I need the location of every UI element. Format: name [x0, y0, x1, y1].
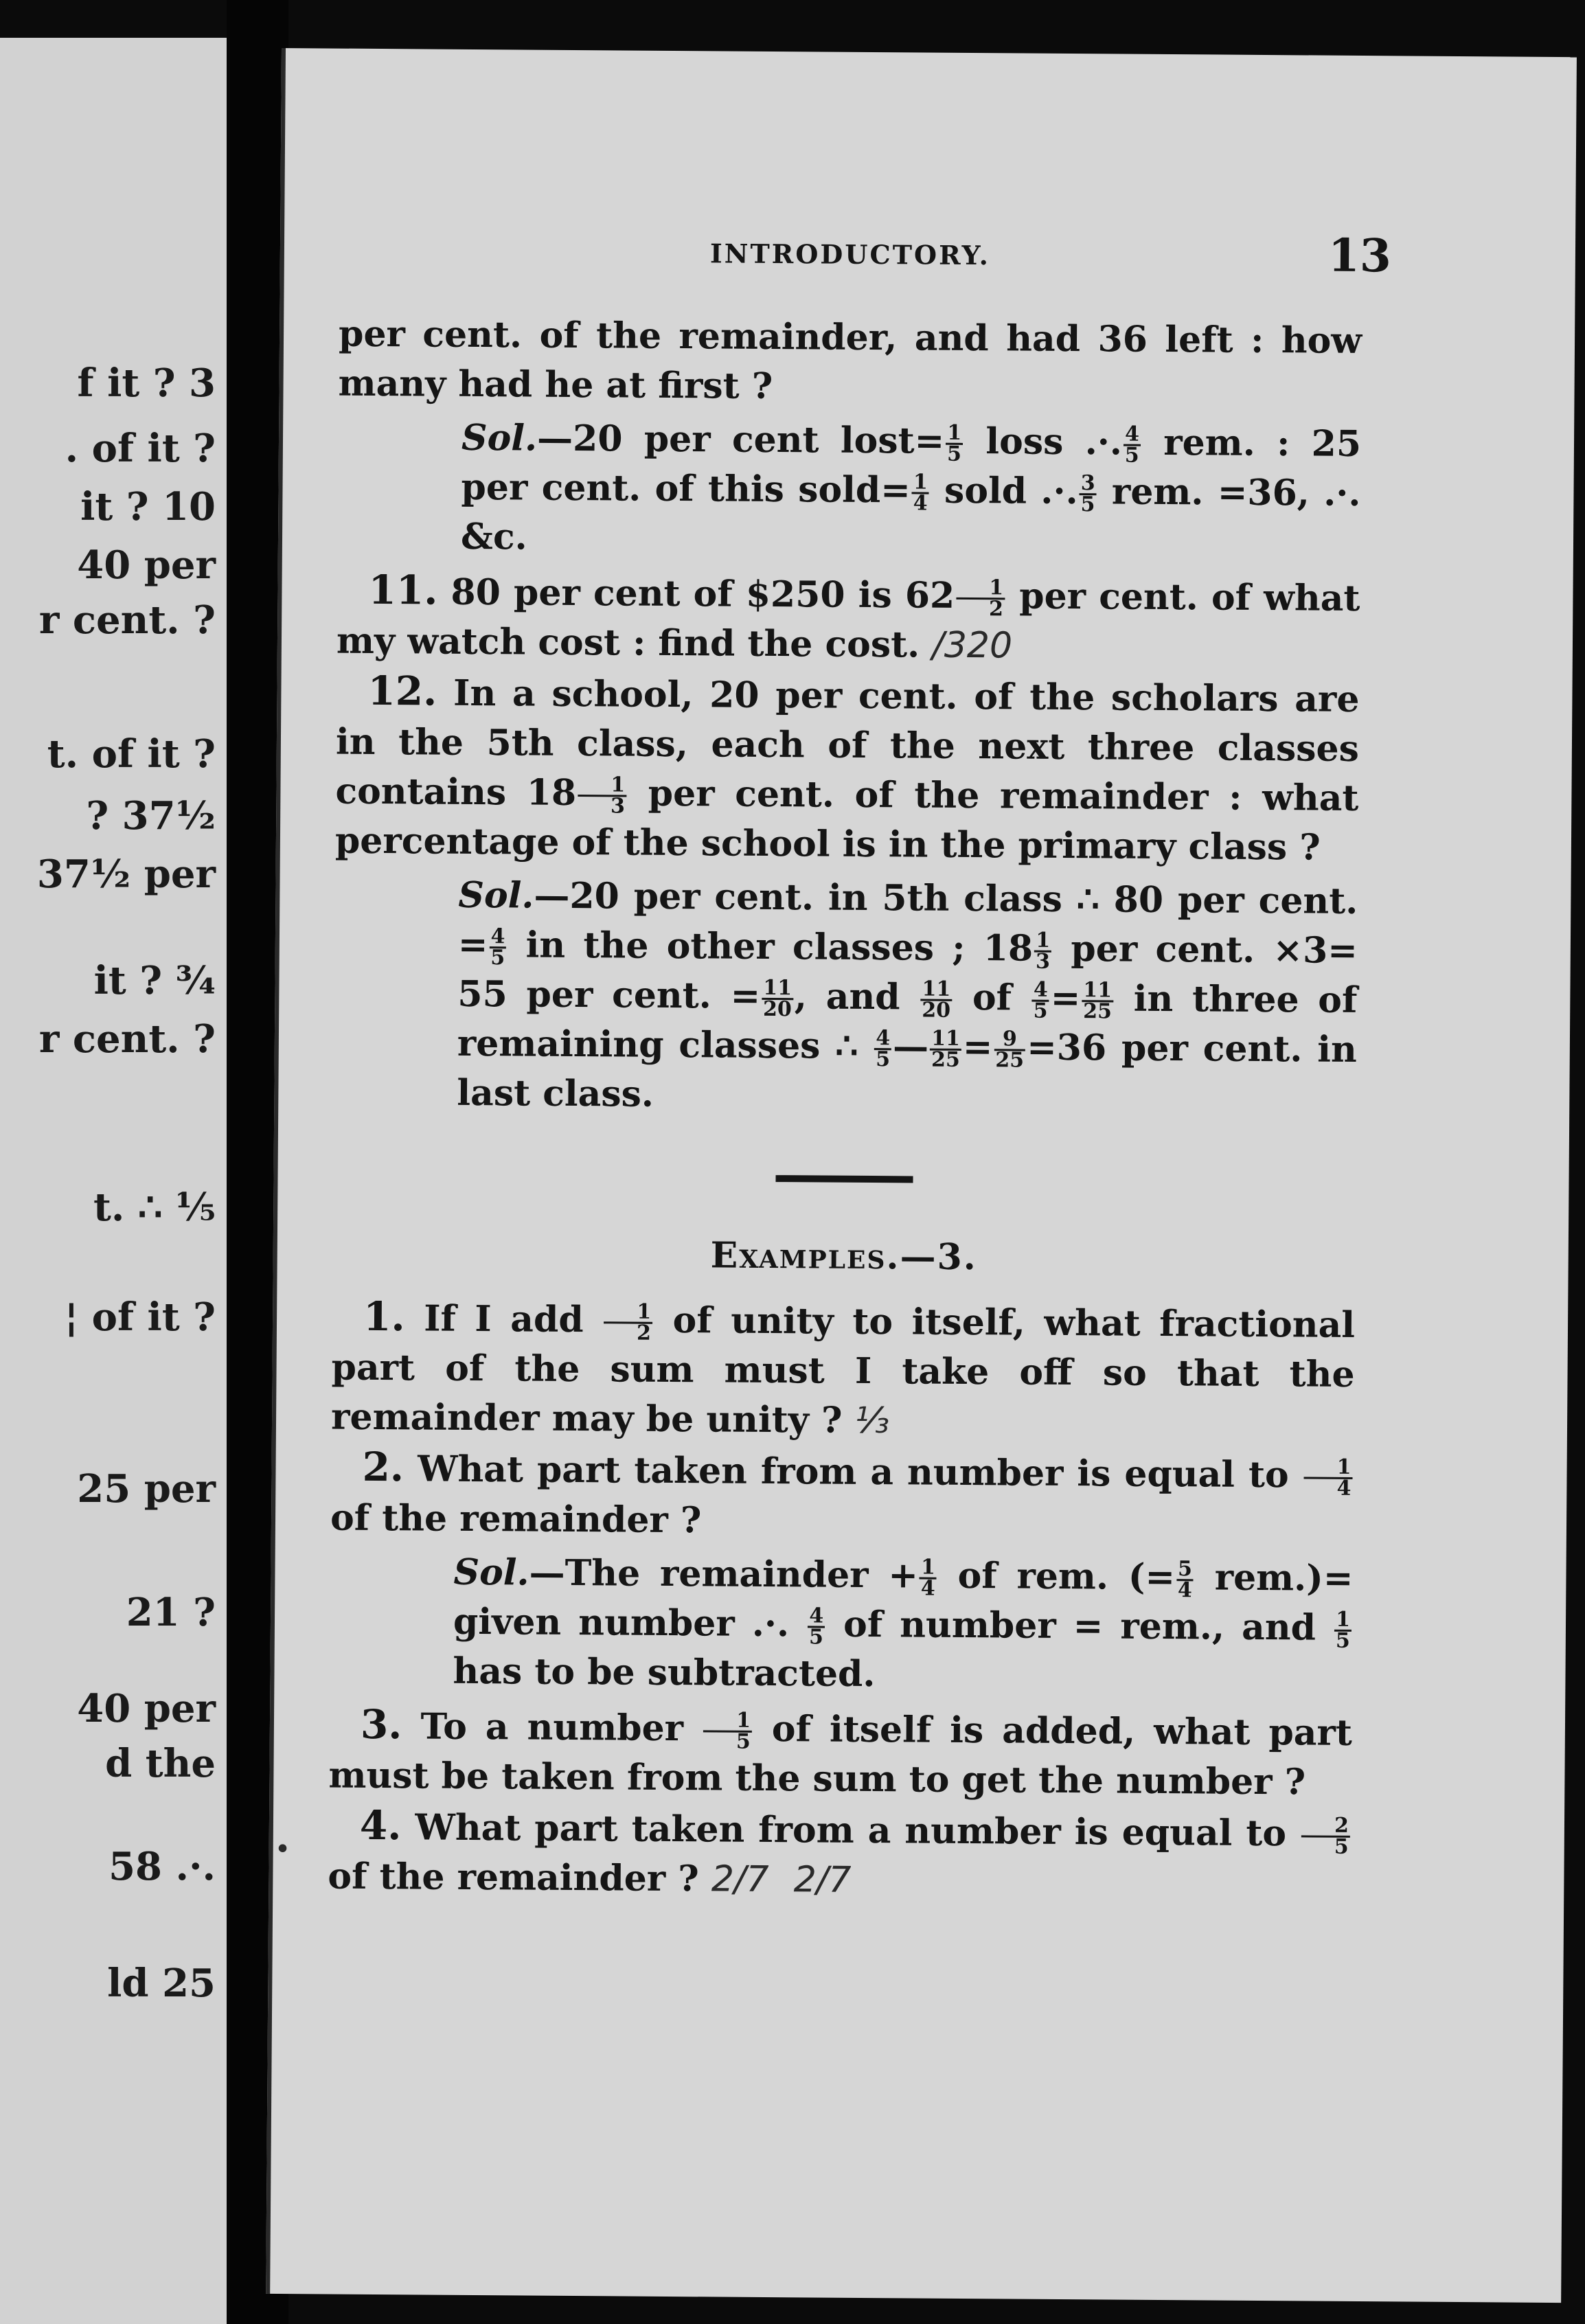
example-text: of the remainder ? [328, 1855, 699, 1900]
fraction: $\frac{4}{5}$ [490, 924, 505, 970]
question-number: 12. [367, 667, 437, 715]
handwritten-answer: /320 [932, 624, 1013, 667]
question-text: In a school, 20 per cent. of the scholars are in the 5th class, each of the next three classes contains 18 [335, 672, 1360, 814]
examples-heading: Examples.—3. [710, 1234, 978, 1279]
sol-text: = [962, 1025, 993, 1069]
left-line: ld 25 [107, 1961, 216, 2006]
fraction: $\frac{1}{5}$ [703, 1711, 752, 1751]
fraction: $\frac{3}{5}$ [1080, 471, 1095, 517]
fraction: $\frac{5}{4}$ [1177, 1557, 1193, 1603]
example-2 [330, 1442, 1354, 1550]
sol-text: sold .·. [930, 469, 1078, 513]
left-line: 37½ per [36, 852, 216, 897]
fraction: $\frac{11}{20}$ [762, 975, 792, 1022]
running-header: INTRODUCTORY. [709, 238, 991, 271]
example-text: of unity to itself, what fractional part of the sum must I take off so that the remainder may be unity ? [330, 1299, 1356, 1442]
sol-text: rem. =36, .·. &c. [460, 470, 1361, 558]
left-line: t. ∴ ⅕ [93, 1185, 216, 1230]
example-number: 1. [363, 1292, 405, 1341]
sol-text: of [953, 976, 1031, 1019]
example-text: If I add [423, 1297, 603, 1341]
left-line: 40 per [77, 543, 216, 588]
question-12 [335, 666, 1360, 873]
left-line: it ? ¾ [93, 958, 216, 1003]
fraction: $\frac{4}{5}$ [808, 1604, 824, 1650]
left-line: it ? 10 [80, 484, 216, 529]
fraction: $\frac{1}{2}$ [604, 1302, 652, 1343]
left-line: r cent. ? [38, 1016, 216, 1062]
sol-text: of number = rem., and [825, 1603, 1334, 1649]
left-line: . of it ? [65, 426, 216, 471]
left-line: 21 ? [126, 1590, 216, 1635]
example-number: 2. [362, 1443, 404, 1491]
example-number: 3. [360, 1700, 402, 1748]
handwritten-answer: 2/7 [711, 1858, 769, 1901]
fraction: $\frac{1}{5}$ [1335, 1607, 1351, 1653]
continuation-paragraph: per cent. of the remainder, and had 36 left : how many had he at first ? [338, 312, 1362, 408]
sol-text: = [1050, 977, 1081, 1020]
sol-text: loss .·. [963, 420, 1123, 464]
ink-dot: • [274, 1833, 291, 1866]
sol-text: =36 per cent. in last class. [457, 1026, 1358, 1115]
example-4 [328, 1801, 1352, 1909]
left-line: 40 per [77, 1686, 216, 1731]
fraction: $\frac{1}{3}$ [1035, 928, 1051, 974]
left-line: 58 .·. [109, 1844, 216, 1889]
fraction: $\frac{11}{25}$ [1083, 978, 1113, 1024]
question-text: per cent. of the remainder : what percentage of the school is in the primary class ? [334, 772, 1359, 869]
right-page [266, 48, 1577, 2303]
fraction: $\frac{1}{4}$ [920, 1555, 936, 1601]
sol-text: has to be subtracted. [453, 1650, 876, 1696]
sol-text: —20 per cent lost= [536, 417, 945, 462]
sol-label: Sol. [458, 874, 534, 917]
section-divider [775, 1175, 913, 1183]
question-text: 80 per cent of $250 is 62 [451, 571, 955, 617]
handwritten-answer: ⅓ [854, 1400, 890, 1442]
sol-text: —20 per cent. in 5th class ∴ 80 per cent. = [457, 874, 1358, 966]
solution-block [457, 871, 1358, 1124]
sol-text: of rem. (= [937, 1554, 1176, 1599]
handwritten-answer: 2/7 [793, 1859, 852, 1901]
sol-text: rem. : 25 per cent. of this sold= [461, 421, 1362, 512]
sol-label: Sol. [453, 1551, 529, 1594]
left-line: d the [105, 1741, 216, 1786]
example-text: What part taken from a number is equal to [417, 1448, 1303, 1496]
page-number: 13 [1327, 228, 1392, 283]
left-line: t. of it ? [47, 731, 216, 777]
question-number: 11. [368, 566, 438, 614]
fraction: $\frac{1}{2}$ [956, 578, 1005, 619]
solution-block [453, 1548, 1353, 1702]
sol-text: —The remainder + [529, 1551, 919, 1597]
example-3 [328, 1700, 1352, 1808]
example-text: To a number [420, 1705, 703, 1750]
fraction: $\frac{1}{3}$ [578, 775, 626, 816]
left-line: 25 per [77, 1466, 216, 1512]
fraction: $\frac{9}{25}$ [994, 1029, 1025, 1070]
fraction: $\frac{4}{5}$ [1033, 977, 1048, 1023]
example-text: of itself is added, what part must be taken from the sum to get the number ? [328, 1707, 1353, 1803]
sol-text: rem.)= given number .·. [453, 1556, 1354, 1645]
example-number: 4. [359, 1801, 402, 1849]
fraction: $\frac{1}{5}$ [946, 420, 962, 466]
question-11 [337, 565, 1360, 673]
fraction: $\frac{4}{5}$ [1124, 422, 1140, 468]
fraction: $\frac{11}{25}$ [931, 1026, 961, 1072]
left-line: ¦ of it ? [64, 1295, 216, 1340]
sol-text: — [892, 1025, 929, 1068]
sol-text: in three of remaining classes ∴ [457, 977, 1358, 1068]
fraction: $\frac{11}{20}$ [922, 977, 951, 1023]
left-line: r cent. ? [38, 597, 216, 643]
example-text: of the remainder ? [330, 1496, 702, 1542]
sol-text: per cent. ×3= 55 per cent. = [457, 927, 1358, 1017]
left-line: ? 37½ [86, 793, 216, 839]
sol-label: Sol. [461, 416, 538, 459]
example-1 [331, 1292, 1355, 1449]
sol-text: in the other classes ; 18 [508, 924, 1034, 970]
fraction: $\frac{4}{5}$ [876, 1026, 891, 1072]
question-text: per cent. of what my watch cost : find the cost. [336, 575, 1360, 666]
left-line: f it ? 3 [77, 361, 216, 406]
sol-text: , and [794, 975, 920, 1018]
fraction: $\frac{2}{5}$ [1301, 1816, 1350, 1856]
left-page-fragment [0, 38, 227, 2324]
page-body [328, 310, 1362, 1909]
fraction: $\frac{1}{4}$ [913, 470, 928, 516]
solution-block [461, 413, 1361, 568]
fraction: $\frac{1}{4}$ [1303, 1457, 1352, 1498]
example-text: What part taken from a number is equal to [415, 1806, 1301, 1855]
